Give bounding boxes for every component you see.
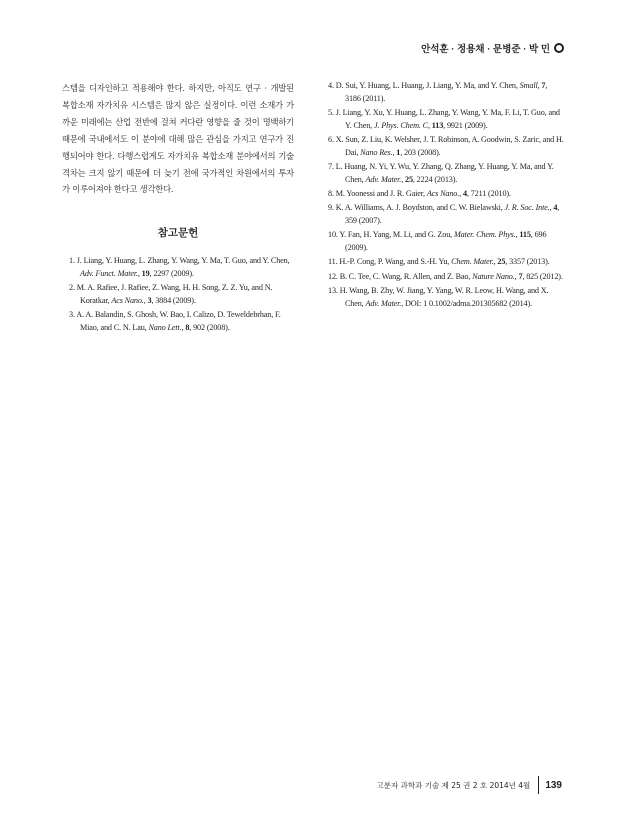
- circle-icon: [554, 43, 564, 53]
- reference-journal: Nature Nano.: [472, 271, 515, 281]
- reference-item: 11. H.-P. Cong, P. Wang, and S.-H. Yu, Chem. Mater., 25, 3357 (2013).: [328, 257, 550, 267]
- reference-journal: Adv. Funct. Mater.: [80, 268, 138, 278]
- reference-volume: 115: [519, 230, 531, 240]
- reference-item: 7. L. Huang, N. Yi, Y. Wu, Y. Zhang, Q. Zhang, Y. Huang, Y. Ma, and Y. Chen, Adv. Mater., 25, 2224 (2013).: [328, 161, 554, 184]
- reference-journal: J. Phys. Chem. C: [373, 120, 428, 130]
- reference-pages: , 3884 (2009).: [151, 295, 196, 305]
- reference-number: 2.: [69, 283, 77, 293]
- reference-authors: D. Sui, Y. Huang, L. Huang, J. Liang, Y. Ma, and Y. Chen,: [335, 81, 520, 90]
- reference-pages: , 902 (2008).: [189, 322, 230, 332]
- reference-number: 13.: [328, 286, 340, 296]
- reference-authors: H. Wang, B. Zhy, W. Jiang, Y. Yang, W. R. Leow, H. Wang, and X. Chen,: [339, 286, 549, 308]
- reference-pages: , 3186 (2011).: [345, 81, 548, 103]
- reference-journal: J. R. Soc. Inte.: [504, 203, 550, 213]
- reference-pages: , 825 (2012).: [522, 271, 563, 281]
- page-footer: [376, 776, 562, 794]
- reference-number: 6.: [328, 134, 336, 144]
- reference-number: 12.: [328, 271, 340, 281]
- reference-item: 9. K. A. Williams, A. J. Boydston, and C. W. Bielawski, J. R. Soc. Inte., 4, 359 (2007).: [328, 203, 560, 225]
- reference-authors: M. A. Rafiee, J. Rafiee, Z. Wang, H. H. Song, Z. Z. Yu, and N. Koratkar,: [76, 283, 273, 305]
- left-column: [62, 80, 294, 336]
- reference-volume: 4: [462, 188, 467, 198]
- reference-number: 8.: [328, 188, 336, 198]
- reference-pages: , 696 (2009).: [345, 230, 547, 252]
- reference-item: 10. Y. Fan, H. Yang, M. Li, and G. Zou, Mater. Chem. Phys., 115, 696 (2009).: [328, 230, 547, 252]
- reference-journal: Chem. Mater.: [451, 257, 494, 267]
- reference-journal: Mater. Chem. Phys.: [453, 230, 516, 240]
- right-column: [328, 80, 564, 312]
- reference-authors: J. Liang, Y. Xu, Y. Huang, L. Zhang, Y. Wang, Y. Ma, F. Li, T. Guo, and Y. Chen,: [335, 107, 560, 130]
- reference-authors: H.-P. Cong, P. Wang, and S.-H. Yu,: [339, 257, 452, 267]
- reference-pages: , 3357 (2013).: [505, 257, 550, 267]
- reference-volume: 3: [147, 295, 152, 305]
- reference-pages: , 9921 (2009).: [443, 120, 488, 130]
- reference-volume: 1: [396, 147, 401, 157]
- reference-authors: B. C. Tee, C. Wang, R. Allen, and Z. Bao,: [339, 271, 473, 281]
- reference-item: 1. J. Liang, Y. Huang, L. Zhang, Y. Wang, Y. Ma, T. Guo, and Y. Chen, Adv. Funct. Mater., 19, 2297 (2009).: [69, 256, 290, 278]
- reference-number: 5.: [328, 107, 336, 117]
- reference-item: 3. A. A. Balandin, S. Ghosh, W. Bao, I. Calizo, D. Teweldebrhan, F. Miao, and C. N. Lau, Nano Lett., 8, 902 (2008).: [69, 310, 281, 332]
- reference-volume: 7: [541, 81, 546, 90]
- page-number: 139: [545, 779, 562, 791]
- reference-journal: Adv. Mater.: [365, 298, 402, 308]
- footer-journal-info: 고분자 과학과 기술 제 25 권 2 호 2014년 4월: [376, 780, 531, 790]
- reference-item: 12. B. C. Tee, C. Wang, R. Allen, and Z. Bao, Nature Nano., 7, 825 (2012).: [328, 271, 563, 281]
- reference-pages: , 203 (2008).: [400, 147, 441, 157]
- running-header: [421, 41, 564, 55]
- reference-authors: M. Yoonessi and J. R. Gaier,: [335, 188, 427, 198]
- reference-authors: K. A. Williams, A. J. Boydston, and C. W. Bielawski,: [335, 203, 505, 213]
- reference-pages: , 2297 (2009).: [149, 268, 194, 278]
- reference-journal: Small: [519, 81, 538, 90]
- reference-volume: 8: [185, 322, 190, 332]
- reference-pages: , 2224 (2013).: [412, 174, 458, 184]
- reference-journal: Acs Nano.: [426, 188, 460, 198]
- reference-authors: A. A. Balandin, S. Ghosh, W. Bao, I. Calizo, D. Teweldebrhan, F. Miao, and C. N. Lau,: [76, 310, 281, 332]
- reference-journal: Acs Nano.: [111, 295, 144, 305]
- reference-journal: Adv. Mater.: [365, 174, 402, 184]
- reference-item: 6. X. Sun, Z. Liu, K. Welsher, J. T. Robinson, A. Goodwin, S. Zaric, and H. Dai, Nano Res., 1, 203 (2008).: [328, 134, 564, 157]
- reference-item: 2. M. A. Rafiee, J. Rafiee, Z. Wang, H. H. Song, Z. Z. Yu, and N. Koratkar, Acs Nano., 3, 3884 (2009).: [69, 283, 273, 305]
- reference-item: 4. D. Sui, Y. Huang, L. Huang, J. Liang, Y. Ma, and Y. Chen, Small, 7, 3186 (2011).: [328, 81, 548, 103]
- reference-pages: , 7211 (2010).: [466, 188, 511, 198]
- reference-journal: Nano Lett.: [148, 322, 182, 332]
- reference-number: 4.: [328, 81, 336, 90]
- footer-divider: [538, 776, 539, 794]
- reference-list-right: [328, 80, 564, 310]
- reference-list-left: [62, 255, 294, 334]
- reference-pages: , 359 (2007).: [345, 203, 560, 225]
- reference-item: 5. J. Liang, Y. Xu, Y. Huang, L. Zhang, Y. Wang, Y. Ma, F. Li, T. Guo, and Y. Chen, J. Phys. Chem. C, 113, 9921 (2009).: [328, 107, 560, 130]
- reference-item: 8. M. Yoonessi and J. R. Gaier, Acs Nano., 4, 7211 (2010).: [328, 188, 511, 198]
- reference-number: 11.: [328, 257, 340, 267]
- reference-volume: 7: [518, 271, 523, 281]
- reference-authors: X. Sun, Z. Liu, K. Welsher, J. T. Robinson, A. Goodwin, S. Zaric, and H. Dai,: [335, 134, 564, 157]
- reference-pages: , DOI: 1 0.1002/adma.201305682 (2014).: [401, 298, 532, 308]
- reference-authors: J. Liang, Y. Huang, L. Zhang, Y. Wang, Y. Ma, T. Guo, and Y. Chen,: [76, 256, 290, 266]
- reference-volume: 113: [431, 120, 444, 130]
- reference-volume: 19: [141, 268, 150, 278]
- reference-volume: 25: [405, 174, 413, 184]
- reference-item: [328, 285, 564, 310]
- body-paragraph: 스템을 디자인하고 적용해야 한다. 하지만, 아직도 연구 · 개발된 복합소재 자가치유 시스템은 많지 않은 실정이다. 이런 소재가 가까운 미래에는 산업 전반에 걸쳐 커다란 영향을 줄 것이 명백하기 때문에 국내에서도 이 분야에 대해 많은 관심을 가지고 연구가 진행되어야 한다. 다행스럽게도 자가치유 복합소재 분야에서의 기술격차는 크지 않기 때문에 더 늦기 전에 국가적인 차원에서의 투자가 이루어져야 한다고 생각한다.: [62, 83, 294, 195]
- reference-number: 7.: [328, 161, 336, 171]
- reference-journal: Nano Res.: [360, 147, 393, 157]
- reference-number: 1.: [69, 256, 77, 266]
- header-authors: 안석훈 · 정용채 · 문병준 · 박 민: [421, 44, 550, 55]
- reference-volume: 4: [553, 203, 558, 213]
- reference-authors: Y. Fan, H. Yang, M. Li, and G. Zou,: [339, 230, 454, 240]
- reference-volume: 25: [497, 257, 506, 267]
- reference-number: 10.: [328, 230, 340, 240]
- reference-number: 3.: [69, 310, 77, 320]
- reference-number: 9.: [328, 203, 336, 213]
- references-title: 참고문헌: [157, 227, 199, 240]
- reference-authors: L. Huang, N. Yi, Y. Wu, Y. Zhang, Q. Zhang, Y. Huang, Y. Ma, and Y. Chen,: [335, 161, 554, 184]
